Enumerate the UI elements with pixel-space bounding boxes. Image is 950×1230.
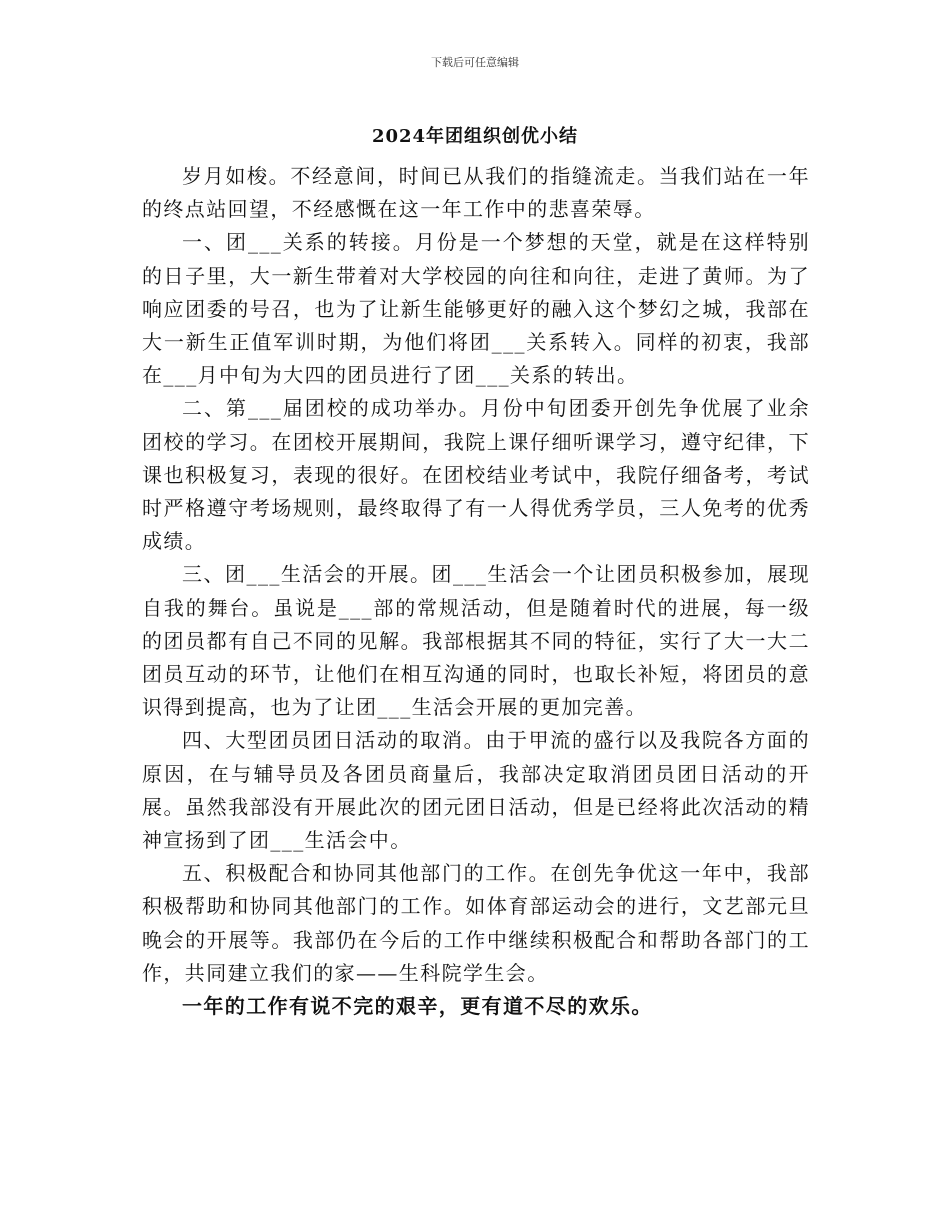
paragraph-section-5: 五、积极配合和协同其他部门的工作。在创先争优这一年中，我部积极帮助和协同其他部门的工作。如体育部运动会的进行，文艺部元旦晚会的开展等。我部仍在今后的工作中继续积极配合和帮助各部门的工作，共同建立我们的家——生科院学生会。 (142, 861, 810, 985)
paragraph-section-2: 二、第___届团校的成功举办。月份中旬团委开创先争优展了业余团校的学习。在团校开展期间，我院上课仔细听课学习，遵守纪律，下课也积极复习，表现的很好。在团校结业考试中，我院仔细备考，考试时严格遵守考场规则，最终取得了有一人得优秀学员，三人免考的优秀成绩。 (142, 396, 810, 554)
paragraph-intro: 岁月如梭。不经意间，时间已从我们的指缝流走。当我们站在一年的终点站回望，不经感慨在这一年工作中的悲喜荣辱。 (142, 164, 810, 222)
paragraph-section-4: 四、大型团员团日活动的取消。由于甲流的盛行以及我院各方面的原因，在与辅导员及各团员商量后，我部决定取消团员团日活动的开展。虽然我部没有开展此次的团元团日活动，但是已经将此次活动的精神宣扬到了团___生活会中。 (142, 728, 810, 853)
paragraph-section-1: 一、团___关系的转接。月份是一个梦想的天堂，就是在这样特别的日子里，大一新生带着对大学校园的向往和向往，走进了黄师。为了响应团委的号召，也为了让新生能够更好的融入这个梦幻之城，我部在大一新生正值军训时期，为他们将团___关系转入。同样的初衷，我部在___月中旬为大四的团员进行了团___关系的转出。 (142, 230, 810, 388)
document-body (142, 160, 810, 1023)
paragraph-closing: 一年的工作有说不完的艰辛，更有道不尽的欢乐。 (182, 994, 653, 1019)
document-title: 2024年团组织创优小结 (371, 126, 579, 147)
header-note: 下载后可任意编辑 (431, 56, 519, 69)
paragraph-section-3: 三、团___生活会的开展。团___生活会一个让团员积极参加，展现自我的舞台。虽说是___部的常规活动，但是随着时代的进展，每一级的团员都有自己不同的见解。我部根据其不同的特征，实行了大一大二团员互动的环节，让他们在相互沟通的同时，也取长补短，将团员的意识得到提高，也为了让团___生活会开展的更加完善。 (142, 562, 810, 720)
